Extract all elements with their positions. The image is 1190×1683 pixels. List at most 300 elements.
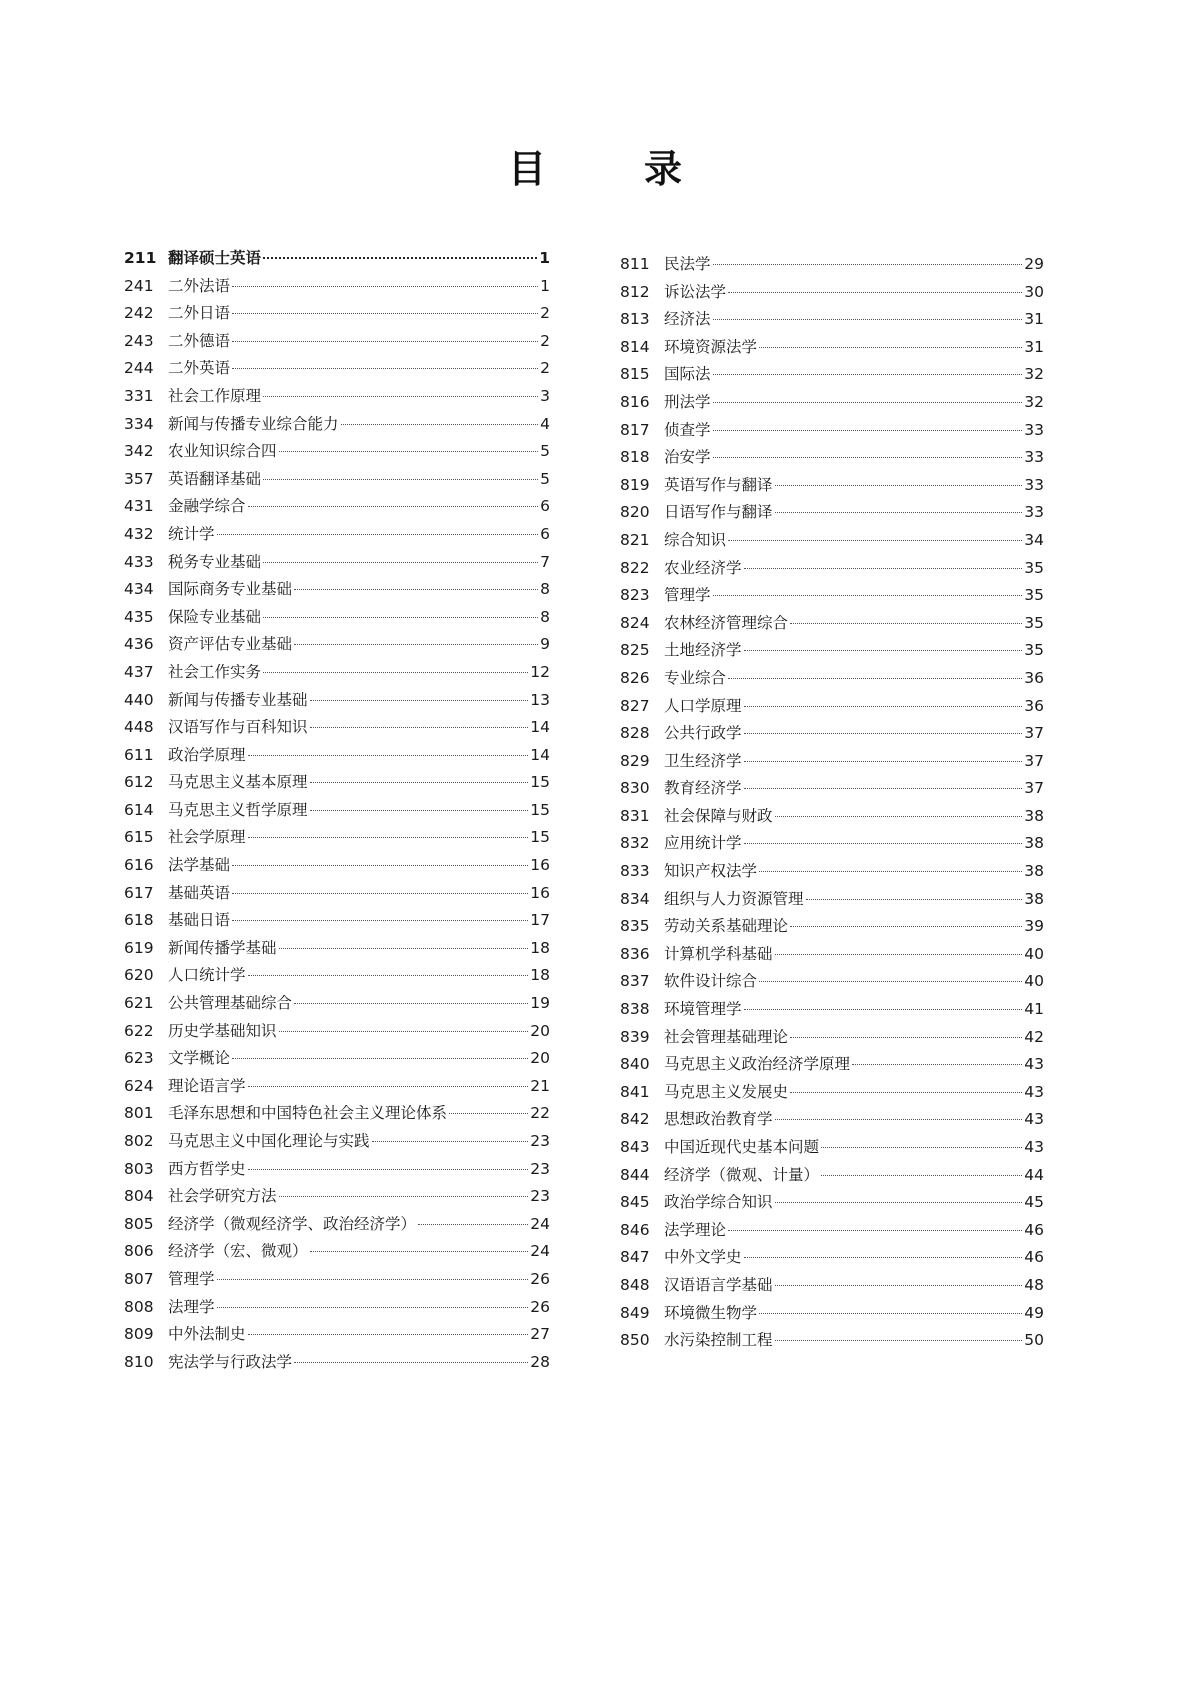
toc-dot-leader bbox=[821, 1147, 1022, 1148]
toc-entry-code: 615 bbox=[124, 828, 154, 847]
toc-entry-page-number: 15 bbox=[530, 773, 550, 792]
toc-entry[interactable] bbox=[124, 908, 550, 936]
toc-entry[interactable] bbox=[620, 280, 1044, 308]
toc-entry[interactable] bbox=[124, 301, 550, 329]
toc-entry-page-number: 40 bbox=[1024, 972, 1044, 991]
toc-entry[interactable] bbox=[124, 1322, 550, 1350]
toc-entry-label: 汉语语言学基础 bbox=[664, 1275, 773, 1294]
toc-entry-page-number: 16 bbox=[530, 856, 550, 875]
toc-dot-leader bbox=[744, 843, 1023, 844]
toc-entry[interactable] bbox=[620, 1052, 1044, 1080]
toc-entry[interactable] bbox=[124, 936, 550, 964]
toc-entry-page-number: 16 bbox=[530, 883, 550, 902]
toc-entry[interactable] bbox=[124, 356, 550, 384]
toc-entry[interactable] bbox=[620, 1301, 1044, 1329]
toc-entry-code: 834 bbox=[620, 889, 650, 908]
toc-dot-leader bbox=[372, 1141, 529, 1142]
toc-entry-label: 翻译硕士英语 bbox=[168, 249, 262, 267]
toc-entry-code: 437 bbox=[124, 662, 154, 681]
toc-entry-code: 827 bbox=[620, 696, 650, 715]
toc-entry-code: 616 bbox=[124, 856, 154, 875]
toc-entry-label: 社会管理基础理论 bbox=[664, 1027, 789, 1046]
toc-entry-code: 829 bbox=[620, 751, 650, 770]
toc-entry-page-number: 6 bbox=[540, 497, 550, 516]
toc-entry-label: 公共管理基础综合 bbox=[168, 994, 293, 1013]
toc-entry-code: 840 bbox=[620, 1055, 650, 1074]
toc-entry[interactable] bbox=[620, 335, 1044, 363]
toc-entry-label: 刑法学 bbox=[664, 392, 711, 411]
toc-dot-leader bbox=[248, 1169, 529, 1170]
toc-entry[interactable] bbox=[124, 853, 550, 881]
toc-dot-leader bbox=[713, 595, 1023, 596]
toc-entry-code: 819 bbox=[620, 475, 650, 494]
toc-entry-code: 841 bbox=[620, 1082, 650, 1101]
toc-entry[interactable] bbox=[620, 1163, 1044, 1191]
toc-entry-code: 820 bbox=[620, 503, 650, 522]
toc-entry-code: 812 bbox=[620, 282, 650, 301]
toc-entry[interactable] bbox=[124, 660, 550, 688]
toc-entry[interactable] bbox=[124, 439, 550, 467]
toc-entry[interactable] bbox=[124, 1046, 550, 1074]
toc-dot-leader bbox=[279, 948, 529, 949]
toc-dot-leader bbox=[790, 1037, 1022, 1038]
toc-entry-page-number: 38 bbox=[1024, 889, 1044, 908]
toc-entry[interactable] bbox=[620, 749, 1044, 777]
toc-entry[interactable] bbox=[620, 307, 1044, 335]
toc-entry[interactable] bbox=[124, 1019, 550, 1047]
toc-entry-label: 社会学原理 bbox=[168, 828, 246, 847]
toc-entry-code: 620 bbox=[124, 966, 154, 985]
toc-entry[interactable] bbox=[124, 1129, 550, 1157]
toc-entry-code: 828 bbox=[620, 724, 650, 743]
toc-entry-label: 马克思主义发展史 bbox=[664, 1082, 789, 1101]
toc-entry-label: 西方哲学史 bbox=[168, 1159, 246, 1178]
toc-entry-page-number: 15 bbox=[530, 800, 550, 819]
toc-entry-label: 经济学（微观、计量） bbox=[664, 1165, 820, 1184]
toc-entry-label: 社会工作实务 bbox=[168, 662, 262, 681]
toc-dot-leader bbox=[744, 1009, 1023, 1010]
toc-entry-code: 824 bbox=[620, 613, 650, 632]
toc-entry[interactable] bbox=[620, 500, 1044, 528]
toc-entry[interactable] bbox=[124, 1184, 550, 1212]
toc-entry-code: 809 bbox=[124, 1325, 154, 1344]
toc-entry-code: 611 bbox=[124, 745, 154, 764]
toc-entry-page-number: 24 bbox=[530, 1242, 550, 1261]
toc-entry[interactable] bbox=[124, 825, 550, 853]
toc-entry-label: 管理学 bbox=[168, 1269, 215, 1288]
toc-entry-page-number: 35 bbox=[1024, 641, 1044, 660]
toc-entry-page-number: 19 bbox=[530, 994, 550, 1013]
toc-entry-label: 应用统计学 bbox=[664, 834, 742, 853]
toc-entry[interactable] bbox=[620, 1080, 1044, 1108]
toc-entry-page-number: 15 bbox=[530, 828, 550, 847]
toc-entry[interactable] bbox=[620, 1273, 1044, 1301]
toc-entry-label: 英语写作与翻译 bbox=[664, 475, 773, 494]
toc-entry[interactable] bbox=[620, 362, 1044, 390]
toc-entry[interactable] bbox=[124, 1350, 550, 1378]
toc-column-right bbox=[620, 252, 1044, 1356]
toc-entry[interactable] bbox=[124, 688, 550, 716]
toc-entry[interactable] bbox=[124, 1267, 550, 1295]
toc-entry[interactable] bbox=[620, 1245, 1044, 1273]
toc-entry-code: 813 bbox=[620, 310, 650, 329]
toc-entry[interactable] bbox=[124, 1101, 550, 1129]
toc-entry[interactable] bbox=[620, 1190, 1044, 1218]
toc-entry-page-number: 34 bbox=[1024, 530, 1044, 549]
toc-entry-label: 中外法制史 bbox=[168, 1325, 246, 1344]
toc-dot-leader bbox=[232, 920, 528, 921]
toc-entry-label: 资产评估专业基础 bbox=[168, 635, 293, 654]
toc-dot-leader bbox=[217, 1279, 529, 1280]
toc-entry-page-number: 45 bbox=[1024, 1193, 1044, 1212]
toc-dot-leader bbox=[775, 1285, 1023, 1286]
toc-entry-label: 劳动关系基础理论 bbox=[664, 917, 789, 936]
toc-entry-page-number: 33 bbox=[1024, 475, 1044, 494]
toc-entry-label: 基础英语 bbox=[168, 883, 231, 902]
toc-entry[interactable] bbox=[620, 418, 1044, 446]
toc-entry[interactable] bbox=[620, 638, 1044, 666]
toc-entry-page-number: 43 bbox=[1024, 1082, 1044, 1101]
toc-dot-leader bbox=[744, 568, 1023, 569]
toc-entry[interactable] bbox=[124, 1157, 550, 1185]
toc-entry-code: 802 bbox=[124, 1132, 154, 1150]
toc-entry[interactable] bbox=[124, 963, 550, 991]
toc-dot-leader bbox=[759, 981, 1022, 982]
toc-entry-page-number: 36 bbox=[1024, 668, 1044, 687]
toc-entry-page-number: 23 bbox=[530, 1132, 550, 1150]
toc-entry-label: 日语写作与翻译 bbox=[664, 503, 773, 522]
toc-entry-code: 849 bbox=[620, 1303, 650, 1322]
toc-dot-leader bbox=[728, 678, 1022, 679]
toc-entry-code: 838 bbox=[620, 1000, 650, 1019]
toc-entry-page-number: 43 bbox=[1024, 1138, 1044, 1156]
toc-dot-leader bbox=[775, 816, 1023, 817]
toc-dot-leader bbox=[744, 650, 1023, 651]
toc-entry-page-number: 50 bbox=[1024, 1331, 1044, 1350]
toc-entry[interactable] bbox=[620, 666, 1044, 694]
toc-entry[interactable] bbox=[620, 887, 1044, 915]
toc-entry[interactable] bbox=[620, 556, 1044, 584]
toc-entry[interactable] bbox=[620, 969, 1044, 997]
toc-entry-page-number: 18 bbox=[530, 966, 550, 985]
toc-entry-code: 614 bbox=[124, 800, 154, 819]
toc-entry-page-number: 24 bbox=[530, 1214, 550, 1233]
toc-dot-leader bbox=[744, 1257, 1023, 1258]
toc-dot-leader bbox=[310, 782, 529, 783]
toc-entry-code: 803 bbox=[124, 1159, 154, 1178]
toc-dot-leader bbox=[790, 926, 1022, 927]
toc-entry-page-number: 28 bbox=[530, 1352, 550, 1371]
toc-entry-page-number: 38 bbox=[1024, 806, 1044, 825]
toc-entry[interactable] bbox=[620, 528, 1044, 556]
toc-entry[interactable] bbox=[124, 770, 550, 798]
toc-entry[interactable] bbox=[620, 859, 1044, 887]
toc-dot-leader bbox=[248, 506, 539, 507]
toc-entry-page-number: 2 bbox=[540, 331, 550, 350]
toc-dot-leader bbox=[248, 755, 529, 756]
toc-entry-label: 文学概论 bbox=[168, 1049, 231, 1068]
toc-entry-label: 金融学综合 bbox=[168, 497, 246, 516]
toc-entry-label: 二外法语 bbox=[168, 276, 231, 295]
toc-entry-label: 综合知识 bbox=[664, 530, 727, 549]
toc-dot-leader bbox=[728, 292, 1022, 293]
toc-entry-page-number: 8 bbox=[540, 580, 550, 599]
page-title: 目 录 bbox=[507, 147, 712, 191]
toc-entry-label: 经济学（宏、微观） bbox=[168, 1242, 308, 1261]
toc-dot-leader bbox=[806, 899, 1023, 900]
toc-dot-leader bbox=[775, 512, 1023, 513]
toc-entry[interactable] bbox=[124, 1212, 550, 1240]
toc-entry[interactable] bbox=[124, 246, 550, 274]
toc-entry-page-number: 14 bbox=[530, 718, 550, 737]
toc-entry[interactable] bbox=[620, 831, 1044, 859]
toc-entry-page-number: 43 bbox=[1024, 1055, 1044, 1074]
toc-entry-code: 244 bbox=[124, 359, 154, 378]
toc-entry[interactable] bbox=[620, 721, 1044, 749]
toc-dot-leader bbox=[449, 1113, 528, 1114]
toc-entry-page-number: 49 bbox=[1024, 1303, 1044, 1322]
toc-entry[interactable] bbox=[124, 1074, 550, 1102]
toc-entry-label: 环境微生物学 bbox=[664, 1303, 758, 1322]
toc-entry-page-number: 33 bbox=[1024, 420, 1044, 439]
toc-entry-page-number: 9 bbox=[540, 635, 550, 654]
toc-entry-label: 法学基础 bbox=[168, 856, 231, 875]
toc-entry-code: 435 bbox=[124, 607, 154, 626]
toc-entry-code: 848 bbox=[620, 1275, 650, 1294]
toc-entry-code: 433 bbox=[124, 552, 154, 571]
toc-entry[interactable] bbox=[124, 715, 550, 743]
toc-dot-leader bbox=[790, 623, 1022, 624]
toc-dot-leader bbox=[232, 368, 538, 369]
toc-entry-page-number: 46 bbox=[1024, 1248, 1044, 1267]
toc-entry-code: 434 bbox=[124, 580, 154, 599]
toc-entry[interactable] bbox=[124, 743, 550, 771]
toc-entry[interactable] bbox=[124, 1295, 550, 1323]
toc-entry[interactable] bbox=[124, 494, 550, 522]
toc-entry-label: 经济学（微观经济学、政治经济学） bbox=[168, 1214, 417, 1233]
toc-entry-label: 环境资源法学 bbox=[664, 337, 758, 356]
toc-entry[interactable] bbox=[620, 804, 1044, 832]
toc-entry-code: 818 bbox=[620, 448, 650, 467]
toc-entry-code: 815 bbox=[620, 365, 650, 384]
toc-entry-code: 342 bbox=[124, 442, 154, 461]
toc-entry[interactable] bbox=[124, 632, 550, 660]
toc-entry-label: 保险专业基础 bbox=[168, 607, 262, 626]
toc-entry-page-number: 38 bbox=[1024, 834, 1044, 853]
toc-entry-page-number: 32 bbox=[1024, 392, 1044, 411]
toc-dot-leader bbox=[418, 1224, 528, 1225]
toc-entry[interactable] bbox=[620, 1328, 1044, 1356]
toc-entry-label: 政治学综合知识 bbox=[664, 1193, 773, 1212]
toc-entry-page-number: 22 bbox=[530, 1104, 550, 1123]
toc-dot-leader bbox=[775, 954, 1023, 955]
toc-dot-leader bbox=[263, 672, 528, 673]
toc-entry-label: 卫生经济学 bbox=[664, 751, 742, 770]
toc-dot-leader bbox=[728, 1230, 1022, 1231]
toc-entry-code: 837 bbox=[620, 972, 650, 991]
toc-entry[interactable] bbox=[620, 776, 1044, 804]
toc-dot-leader bbox=[263, 617, 538, 618]
toc-entry-label: 二外英语 bbox=[168, 359, 231, 378]
toc-dot-leader bbox=[248, 837, 529, 838]
toc-entry[interactable] bbox=[620, 1135, 1044, 1163]
toc-column-left bbox=[124, 246, 550, 1377]
toc-entry-page-number: 21 bbox=[530, 1076, 550, 1095]
toc-entry-label: 二外日语 bbox=[168, 304, 231, 323]
toc-dot-leader bbox=[310, 727, 529, 728]
toc-entry-code: 808 bbox=[124, 1297, 154, 1316]
toc-entry-page-number: 18 bbox=[530, 938, 550, 957]
toc-entry[interactable] bbox=[124, 798, 550, 826]
toc-entry-label: 人口统计学 bbox=[168, 966, 246, 985]
toc-entry-label: 农业知识综合四 bbox=[168, 442, 277, 461]
toc-entry-page-number: 6 bbox=[540, 524, 550, 543]
toc-entry-code: 805 bbox=[124, 1214, 154, 1233]
toc-entry-label: 历史学基础知识 bbox=[168, 1021, 277, 1040]
toc-entry-label: 教育经济学 bbox=[664, 779, 742, 798]
toc-entry-code: 334 bbox=[124, 414, 154, 433]
toc-entry-label: 公共行政学 bbox=[664, 724, 742, 743]
toc-dot-leader bbox=[217, 534, 539, 535]
toc-entry-code: 839 bbox=[620, 1027, 650, 1046]
toc-entry-page-number: 35 bbox=[1024, 586, 1044, 605]
toc-dot-leader bbox=[263, 396, 538, 397]
toc-entry-code: 431 bbox=[124, 497, 154, 516]
toc-entry-code: 331 bbox=[124, 386, 154, 405]
toc-entry[interactable] bbox=[620, 611, 1044, 639]
toc-dot-leader bbox=[728, 540, 1022, 541]
toc-entry-label: 软件设计综合 bbox=[664, 972, 758, 991]
toc-entry-label: 法学理论 bbox=[664, 1220, 727, 1239]
toc-dot-leader bbox=[294, 644, 538, 645]
toc-entry[interactable] bbox=[124, 991, 550, 1019]
toc-dot-leader bbox=[775, 485, 1023, 486]
toc-entry[interactable] bbox=[124, 412, 550, 440]
toc-dot-leader bbox=[713, 430, 1023, 431]
toc-entry-code: 835 bbox=[620, 917, 650, 936]
toc-entry-page-number: 31 bbox=[1024, 337, 1044, 356]
toc-entry-page-number: 1 bbox=[539, 249, 550, 267]
toc-dot-leader bbox=[744, 761, 1023, 762]
toc-entry-label: 农林经济管理综合 bbox=[664, 613, 789, 632]
toc-entry[interactable] bbox=[620, 252, 1044, 280]
toc-entry[interactable] bbox=[124, 384, 550, 412]
toc-entry-label: 法理学 bbox=[168, 1297, 215, 1316]
toc-entry[interactable] bbox=[124, 605, 550, 633]
toc-dot-leader bbox=[217, 1307, 529, 1308]
toc-entry-code: 622 bbox=[124, 1021, 154, 1040]
toc-dot-leader bbox=[744, 733, 1023, 734]
toc-entry-page-number: 5 bbox=[540, 442, 550, 461]
toc-entry-code: 811 bbox=[620, 255, 650, 273]
toc-entry[interactable] bbox=[620, 1107, 1044, 1135]
toc-entry-label: 马克思主义基本原理 bbox=[168, 773, 308, 792]
toc-entry-page-number: 37 bbox=[1024, 724, 1044, 743]
toc-dot-leader bbox=[248, 1334, 529, 1335]
toc-dot-leader bbox=[775, 1340, 1023, 1341]
toc-entry-code: 826 bbox=[620, 668, 650, 687]
toc-entry-label: 环境管理学 bbox=[664, 1000, 742, 1019]
toc-dot-leader bbox=[248, 975, 529, 976]
toc-entry-page-number: 43 bbox=[1024, 1110, 1044, 1129]
toc-entry[interactable] bbox=[620, 1025, 1044, 1053]
toc-entry[interactable] bbox=[620, 694, 1044, 722]
toc-entry[interactable] bbox=[620, 445, 1044, 473]
toc-entry[interactable] bbox=[124, 577, 550, 605]
toc-entry-label: 社会学研究方法 bbox=[168, 1187, 277, 1206]
toc-entry[interactable] bbox=[124, 467, 550, 495]
toc-entry-page-number: 46 bbox=[1024, 1220, 1044, 1239]
toc-entry-page-number: 35 bbox=[1024, 558, 1044, 577]
toc-entry-code: 357 bbox=[124, 469, 154, 488]
toc-entry-label: 侦查学 bbox=[664, 420, 711, 439]
toc-entry-code: 436 bbox=[124, 635, 154, 654]
toc-entry-code: 621 bbox=[124, 994, 154, 1013]
toc-entry-page-number: 23 bbox=[530, 1187, 550, 1206]
toc-entry-page-number: 12 bbox=[530, 662, 550, 681]
toc-entry[interactable] bbox=[620, 1218, 1044, 1246]
toc-entry[interactable] bbox=[124, 881, 550, 909]
toc-entry-page-number: 27 bbox=[530, 1325, 550, 1344]
toc-entry[interactable] bbox=[620, 473, 1044, 501]
toc-entry-label: 宪法学与行政法学 bbox=[168, 1352, 293, 1371]
toc-entry-code: 810 bbox=[124, 1352, 154, 1371]
toc-dot-leader bbox=[759, 871, 1022, 872]
toc-entry-label: 新闻与传播专业基础 bbox=[168, 690, 308, 709]
toc-dot-leader bbox=[775, 1202, 1023, 1203]
toc-entry-label: 知识产权法学 bbox=[664, 862, 758, 881]
toc-entry-code: 833 bbox=[620, 862, 650, 881]
toc-entry[interactable] bbox=[124, 274, 550, 302]
toc-entry-page-number: 29 bbox=[1024, 255, 1044, 273]
toc-entry[interactable] bbox=[620, 997, 1044, 1025]
toc-entry-label: 经济法 bbox=[664, 310, 711, 329]
toc-entry-code: 801 bbox=[124, 1104, 154, 1123]
toc-entry-page-number: 36 bbox=[1024, 696, 1044, 715]
toc-entry-label: 管理学 bbox=[664, 586, 711, 605]
toc-dot-leader bbox=[294, 589, 538, 590]
toc-dot-leader bbox=[852, 1064, 1022, 1065]
toc-entry-code: 241 bbox=[124, 276, 154, 295]
toc-entry-label: 中外文学史 bbox=[664, 1248, 742, 1267]
toc-entry[interactable] bbox=[620, 390, 1044, 418]
toc-entry-code: 448 bbox=[124, 718, 154, 737]
toc-entry-code: 816 bbox=[620, 392, 650, 411]
toc-entry[interactable] bbox=[620, 914, 1044, 942]
toc-entry-page-number: 23 bbox=[530, 1159, 550, 1178]
toc-entry-page-number: 13 bbox=[530, 690, 550, 709]
toc-entry-code: 846 bbox=[620, 1220, 650, 1239]
toc-entry-label: 民法学 bbox=[664, 255, 711, 273]
toc-entry-page-number: 8 bbox=[540, 607, 550, 626]
toc-dot-leader bbox=[744, 706, 1023, 707]
toc-entry-label: 水污染控制工程 bbox=[664, 1331, 773, 1350]
toc-entry-label: 治安学 bbox=[664, 448, 711, 467]
toc-entry[interactable] bbox=[124, 329, 550, 357]
toc-entry-page-number: 48 bbox=[1024, 1275, 1044, 1294]
toc-dot-leader bbox=[294, 1362, 528, 1363]
toc-entry-code: 821 bbox=[620, 530, 650, 549]
toc-entry-label: 统计学 bbox=[168, 524, 215, 543]
toc-entry-label: 马克思主义哲学原理 bbox=[168, 800, 308, 819]
toc-entry[interactable] bbox=[124, 550, 550, 578]
toc-entry-page-number: 33 bbox=[1024, 503, 1044, 522]
toc-entry-code: 832 bbox=[620, 834, 650, 853]
toc-entry[interactable] bbox=[620, 942, 1044, 970]
toc-entry[interactable] bbox=[620, 583, 1044, 611]
toc-entry[interactable] bbox=[124, 1239, 550, 1267]
toc-entry[interactable] bbox=[124, 522, 550, 550]
